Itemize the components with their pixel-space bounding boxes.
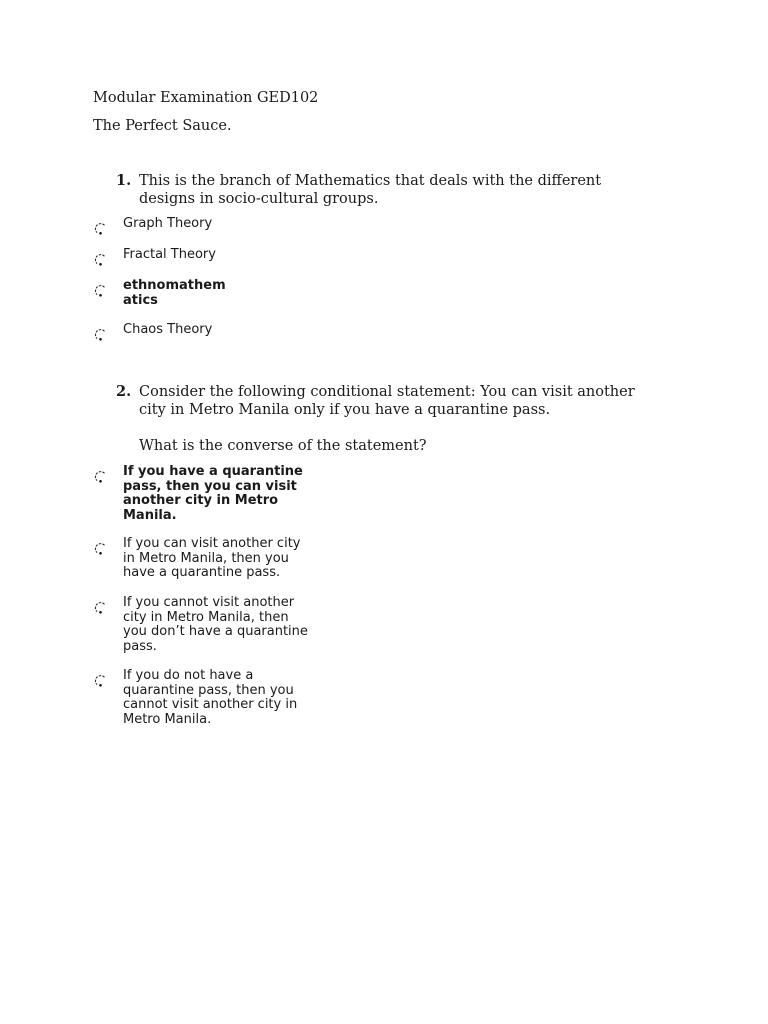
question-prompt: What is the converse of the statement?	[139, 438, 427, 454]
radio-button-icon[interactable]	[93, 600, 107, 614]
question-1	[116, 172, 656, 208]
radio-button-icon[interactable]	[93, 469, 107, 483]
radio-button-icon[interactable]	[93, 673, 107, 687]
option-label: If you can visit another city in Metro Manila, then you have a quarantine pass.	[123, 536, 301, 581]
option-label: ethnomathem atics	[123, 278, 226, 308]
exam-subtitle: The Perfect Sauce.	[93, 118, 232, 134]
question-number: 1.	[116, 172, 132, 189]
radio-button-icon[interactable]	[93, 221, 107, 235]
radio-button-icon[interactable]	[93, 327, 107, 341]
option-label: Graph Theory	[123, 216, 213, 231]
option-label: Chaos Theory	[123, 322, 213, 337]
question-2	[116, 383, 656, 419]
option-label: Fractal Theory	[123, 247, 216, 262]
option-label: If you have a quarantine pass, then you can visit another city in Metro Manila.	[123, 464, 303, 523]
exam-title: Modular Examination GED102	[93, 90, 319, 106]
option-label: If you cannot visit another city in Metro Manila, then you don’t have a quarantine pass.	[123, 595, 308, 654]
question-text: This is the branch of Mathematics that deals with the different designs in socio-cultural groups.	[139, 173, 602, 207]
question-number: 2.	[116, 383, 132, 400]
radio-button-icon[interactable]	[93, 541, 107, 555]
question-text: Consider the following conditional statement: You can visit another city in Metro Manila only if you have a quarantine pass.	[139, 384, 635, 418]
radio-button-icon[interactable]	[93, 252, 107, 266]
option-label: If you do not have a quarantine pass, then you cannot visit another city in Metro Manila.	[123, 668, 298, 727]
radio-button-icon[interactable]	[93, 283, 107, 297]
